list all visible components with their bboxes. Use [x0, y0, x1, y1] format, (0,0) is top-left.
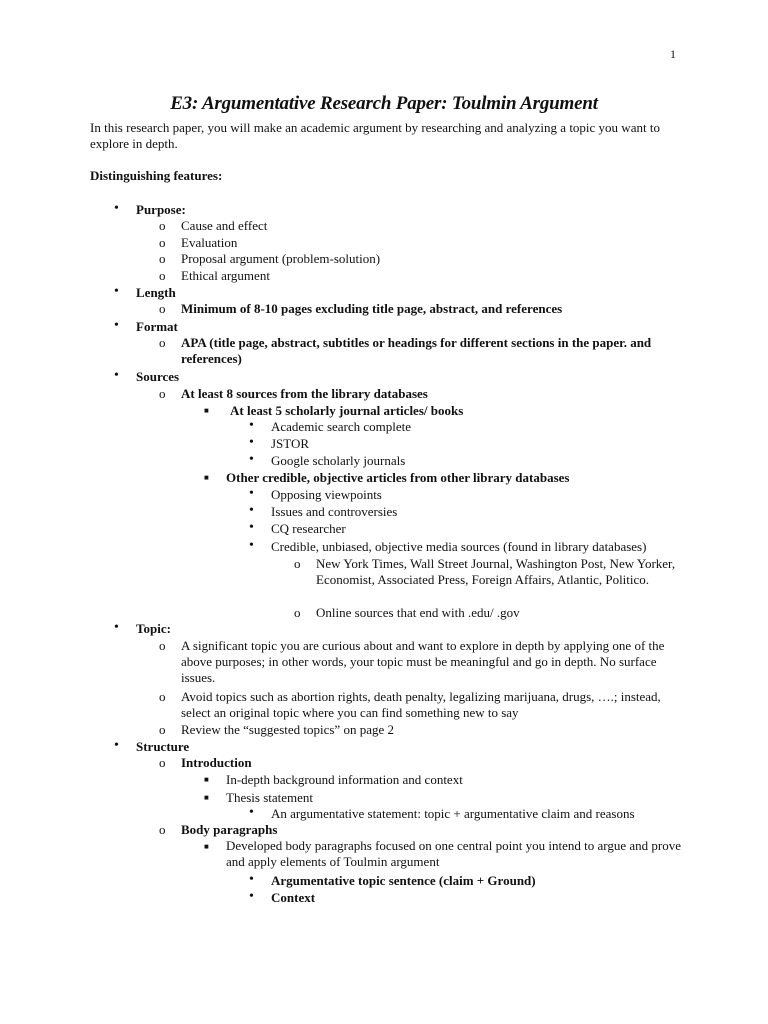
scholarly-label: At least 5 scholarly journal articles/ books	[230, 403, 464, 418]
purpose-label: Purpose:	[136, 202, 186, 217]
circle-bullet-icon: o	[159, 251, 166, 266]
circle-bullet-icon: o	[159, 386, 166, 401]
topic-item: Avoid topics such as abortion rights, death penalty, legalizing marijuana, drugs, ….; instead, select an original topic where you can find something new to say	[181, 689, 661, 720]
square-bullet-icon: ■	[204, 775, 209, 784]
length-label: Length	[136, 285, 176, 300]
sources-label: Sources	[136, 369, 180, 384]
circle-bullet-icon: o	[159, 335, 166, 350]
square-bullet-icon: ■	[204, 473, 209, 482]
circle-bullet-icon: o	[294, 605, 301, 620]
circle-bullet-icon: o	[159, 822, 166, 837]
format-item: APA (title page, abstract, subtitles or headings for different sections in the paper. and references)	[181, 335, 652, 366]
circle-bullet-icon: o	[159, 755, 166, 770]
body-paragraphs-label: Body paragraphs	[181, 822, 278, 837]
square-bullet-icon: ■	[204, 793, 209, 802]
bullet-icon: •	[249, 889, 254, 904]
purpose-item: Ethical argument	[181, 268, 270, 283]
circle-bullet-icon: o	[159, 218, 166, 233]
bullet-icon: •	[249, 435, 254, 450]
bullet-icon: •	[249, 418, 254, 433]
body-sub-item: Argumentative topic sentence (claim + Ground)	[271, 873, 536, 888]
square-bullet-icon: ■	[204, 406, 209, 415]
purpose-item: Evaluation	[181, 235, 238, 250]
media-source-item: New York Times, Wall Street Journal, Washington Post, New Yorker, Economist, Associated Press, Foreign Affairs, Atlantic, Politico.	[316, 556, 676, 587]
format-label: Format	[136, 319, 178, 334]
media-source-item: Online sources that end with .edu/ .gov	[316, 605, 520, 620]
topic-item: Review the “suggested topics” on page 2	[181, 722, 394, 737]
document-title: E3: Argumentative Research Paper: Toulmin Argument	[170, 93, 598, 114]
structure-label: Structure	[136, 739, 190, 754]
introduction-item: In-depth background information and context	[226, 772, 463, 787]
introduction-label: Introduction	[181, 755, 252, 770]
bullet-icon: •	[249, 503, 254, 518]
introduction-item: Thesis statement	[226, 790, 314, 805]
circle-bullet-icon: o	[159, 301, 166, 316]
purpose-item: Cause and effect	[181, 218, 268, 233]
topic-label: Topic:	[136, 621, 171, 636]
purpose-item: Proposal argument (problem-solution)	[181, 251, 381, 266]
circle-bullet-icon: o	[159, 638, 166, 653]
length-item: Minimum of 8-10 pages excluding title page, abstract, and references	[181, 301, 563, 316]
features-heading: Distinguishing features:	[90, 168, 223, 183]
other-source-item: Credible, unbiased, objective media sources (found in library databases)	[271, 539, 647, 554]
bullet-icon: •	[114, 738, 119, 753]
bullet-icon: •	[114, 368, 119, 383]
intro-paragraph: In this research paper, you will make an academic argument by researching and analyzing a topic you want to explore in depth.	[90, 120, 660, 151]
circle-bullet-icon: o	[294, 556, 301, 571]
topic-item: A significant topic you are curious about and want to explore in depth by applying one of the above purposes; in other words, your topic must be meaningful and go in depth. No surface issues.	[181, 638, 665, 685]
scholarly-item: JSTOR	[271, 436, 310, 451]
bullet-icon: •	[114, 620, 119, 635]
circle-bullet-icon: o	[159, 689, 166, 704]
circle-bullet-icon: o	[159, 235, 166, 250]
scholarly-item: Academic search complete	[271, 419, 412, 434]
bullet-icon: •	[249, 872, 254, 887]
bullet-icon: •	[249, 486, 254, 501]
other-sources-label: Other credible, objective articles from other library databases	[226, 470, 570, 485]
bullet-icon: •	[249, 520, 254, 535]
body-sub-item: Context	[271, 890, 316, 905]
other-source-item: Issues and controversies	[271, 504, 398, 519]
other-source-item: Opposing viewpoints	[271, 487, 382, 502]
bullet-icon: •	[114, 284, 119, 299]
scholarly-item: Google scholarly journals	[271, 453, 406, 468]
sources-item: At least 8 sources from the library databases	[181, 386, 428, 401]
other-source-item: CQ researcher	[271, 521, 346, 536]
circle-bullet-icon: o	[159, 268, 166, 283]
body-paragraphs-item: Developed body paragraphs focused on one central point you intend to argue and prove and apply elements of Toulmin argument	[226, 838, 681, 869]
page-number: 1	[670, 47, 676, 61]
bullet-icon: •	[249, 805, 254, 820]
bullet-icon: •	[114, 201, 119, 216]
circle-bullet-icon: o	[159, 722, 166, 737]
bullet-icon: •	[249, 538, 254, 553]
square-bullet-icon: ■	[204, 842, 209, 851]
bullet-icon: •	[249, 452, 254, 467]
bullet-icon: •	[114, 318, 119, 333]
thesis-item: An argumentative statement: topic + argumentative claim and reasons	[271, 806, 635, 821]
